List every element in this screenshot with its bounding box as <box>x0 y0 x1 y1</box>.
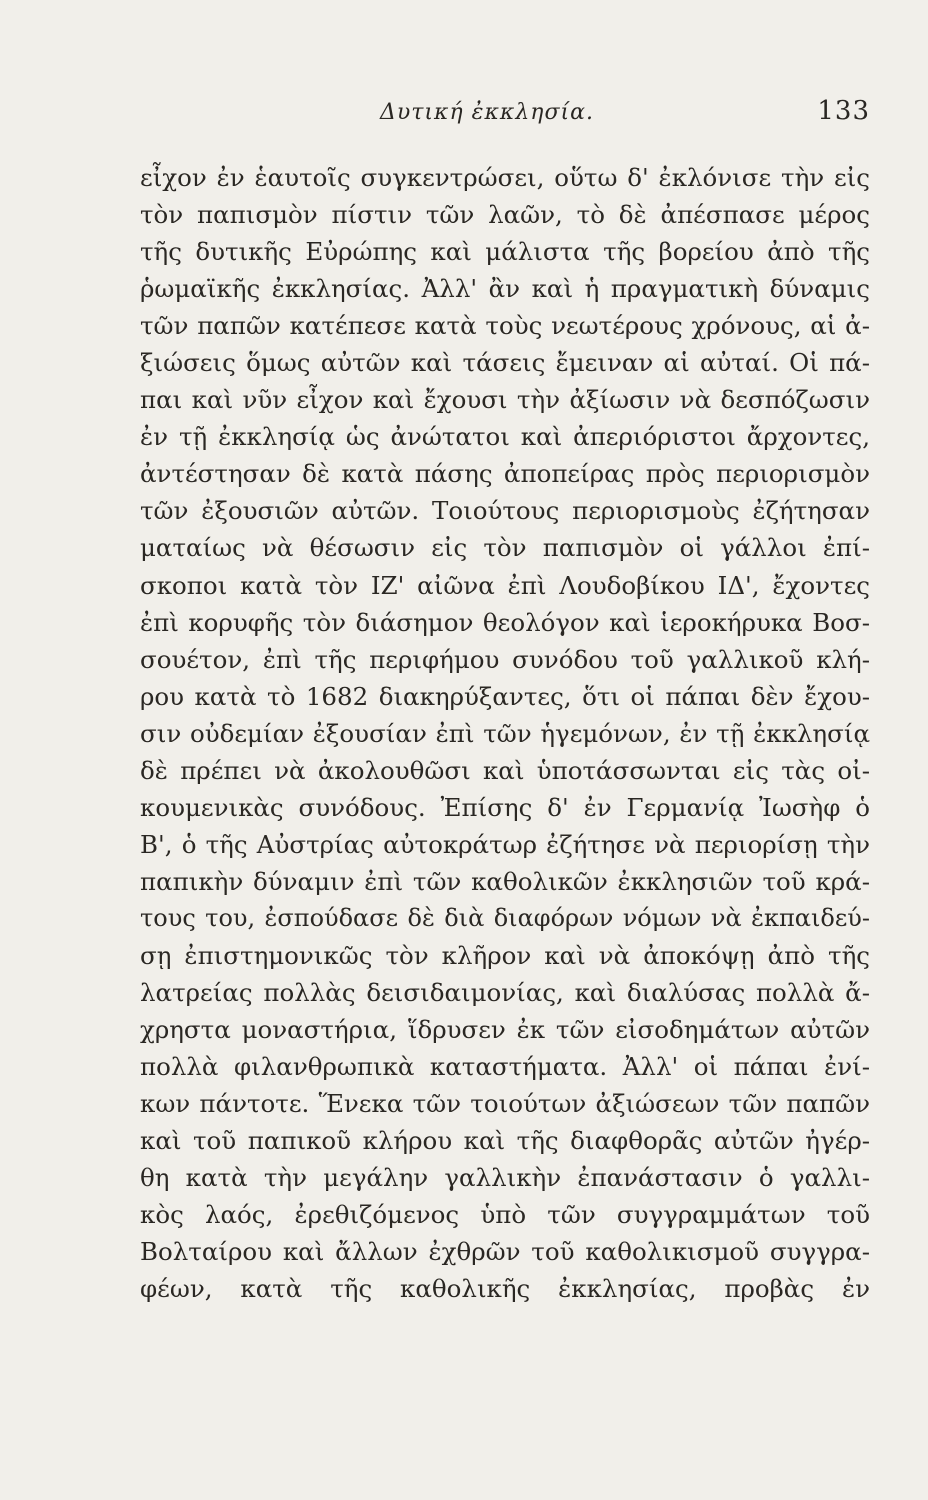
text-line: σκοποι κατὰ τὸν ΙΖ' αἰῶνα ἐπὶ Λουδοβίκου ΙΔ', ἔχοντες <box>140 570 870 600</box>
text-line: κουμενικὰς συνόδους. Ἐπίσης δ' ἐν Γερμανίᾳ Ἰωσὴφ ὁ <box>140 792 870 822</box>
running-head <box>140 96 870 136</box>
text-line: τὸν παπισμὸν πίστιν τῶν λαῶν, τὸ δὲ ἀπέσπασε μέρος <box>140 200 870 230</box>
text-line: ξιώσεις ὅμως αὐτῶν καὶ τάσεις ἔμειναν αἱ αὐταί. Οἱ πά- <box>140 348 870 378</box>
text-line: ἐπὶ κορυφῆς τὸν διάσημον θεολόγον καὶ ἱεροκήρυκα Βοσ- <box>140 607 870 637</box>
text-line: Βολταίρου καὶ ἄλλων ἐχθρῶν τοῦ καθολικισμοῦ συγγρα- <box>140 1237 870 1267</box>
text-line: καὶ τοῦ παπικοῦ κλήρου καὶ τῆς διαφθορᾶς αὐτῶν ἠγέρ- <box>140 1126 870 1156</box>
text-line: κὸς λαός, ἐρεθιζόμενος ὑπὸ τῶν συγγραμμάτων τοῦ <box>140 1200 870 1230</box>
text-line: τους του, ἐσπούδασε δὲ διὰ διαφόρων νόμων νὰ ἐκπαιδεύ- <box>140 903 870 932</box>
text-line: ῥωμαϊκῆς ἐκκλησίας. Ἀλλ' ἂν καὶ ἡ πραγματικὴ δύναμις <box>140 274 870 304</box>
text-line: παι καὶ νῦν εἶχον καὶ ἔχουσι τὴν ἀξίωσιν νὰ δεσπόζωσιν <box>140 385 870 415</box>
text-line: σῃ ἐπιστημονικῶς τὸν κλῆρον καὶ νὰ ἀποκόψῃ ἀπὸ τῆς <box>140 940 870 970</box>
text-line: λατρείας πολλὰς δεισιδαιμονίας, καὶ διαλύσας πολλὰ ἄ- <box>140 978 870 1008</box>
body-text <box>140 159 870 1307</box>
running-title: Δυτική ἐκκλησία. <box>380 100 594 125</box>
text-line: παπικὴν δύναμιν ἐπὶ τῶν καθολικῶν ἐκκλησιῶν τοῦ κρά- <box>140 866 870 896</box>
text-line: κων πάντοτε. Ἕνεκα τῶν τοιούτων ἀξιώσεων τῶν παπῶν <box>140 1089 870 1119</box>
text-line: σιν οὐδεμίαν ἐξουσίαν ἐπὶ τῶν ἡγεμόνων, ἐν τῇ ἐκκλησίᾳ <box>140 718 870 748</box>
text-line: τῶν ἐξουσιῶν αὐτῶν. Τοιούτους περιορισμοὺς ἐζήτησαν <box>140 496 870 526</box>
text-line: τῶν παπῶν κατέπεσε κατὰ τοὺς νεωτέρους χρόνους, αἱ ἀ- <box>140 311 870 341</box>
text-line: φέων, κατὰ τῆς καθολικῆς ἐκκλησίας, προβὰς ἐν <box>140 1274 870 1304</box>
text-line: δὲ πρέπει νὰ ἀκολουθῶσι καὶ ὑποτάσσωνται εἰς τὰς οἰ- <box>140 755 870 785</box>
text-line: χρηστα μοναστήρια, ἵδρυσεν ἐκ τῶν εἰσοδημάτων αὐτῶν <box>140 1015 870 1045</box>
text-line: ματαίως νὰ θέσωσιν εἰς τὸν παπισμὸν οἱ γάλλοι ἐπί- <box>140 533 870 563</box>
text-line: Β', ὁ τῆς Αὐστρίας αὐτοκράτωρ ἐζήτησε νὰ περιορίσῃ τὴν <box>140 829 870 859</box>
text-line: πολλὰ φιλανθρωπικὰ καταστήματα. Ἀλλ' οἱ πάπαι ἐνί- <box>140 1052 870 1082</box>
text-line: ἐν τῇ ἐκκλησίᾳ ὡς ἀνώτατοι καὶ ἀπεριόριστοι ἄρχοντες, <box>140 422 870 452</box>
text-line: σουέτον, ἐπὶ τῆς περιφήμου συνόδου τοῦ γαλλικοῦ κλή- <box>140 644 870 674</box>
page-number: 133 <box>817 96 870 126</box>
text-line: τῆς δυτικῆς Εὐρώπης καὶ μάλιστα τῆς βορείου ἀπὸ τῆς <box>140 237 870 267</box>
text-line: ρου κατὰ τὸ 1682 διακηρύξαντες, ὅτι οἱ πάπαι δὲν ἔχου- <box>140 681 870 711</box>
text-line: ἀντέστησαν δὲ κατὰ πάσης ἀποπείρας πρὸς περιορισμὸν <box>140 459 870 489</box>
text-line: θη κατὰ τὴν μεγάλην γαλλικὴν ἐπανάστασιν ὁ γαλλι- <box>140 1163 870 1193</box>
text-line: εἶχον ἐν ἑαυτοῖς συγκεντρώσει, οὕτω δ' ἐκλόνισε τὴν εἰς <box>140 163 870 192</box>
